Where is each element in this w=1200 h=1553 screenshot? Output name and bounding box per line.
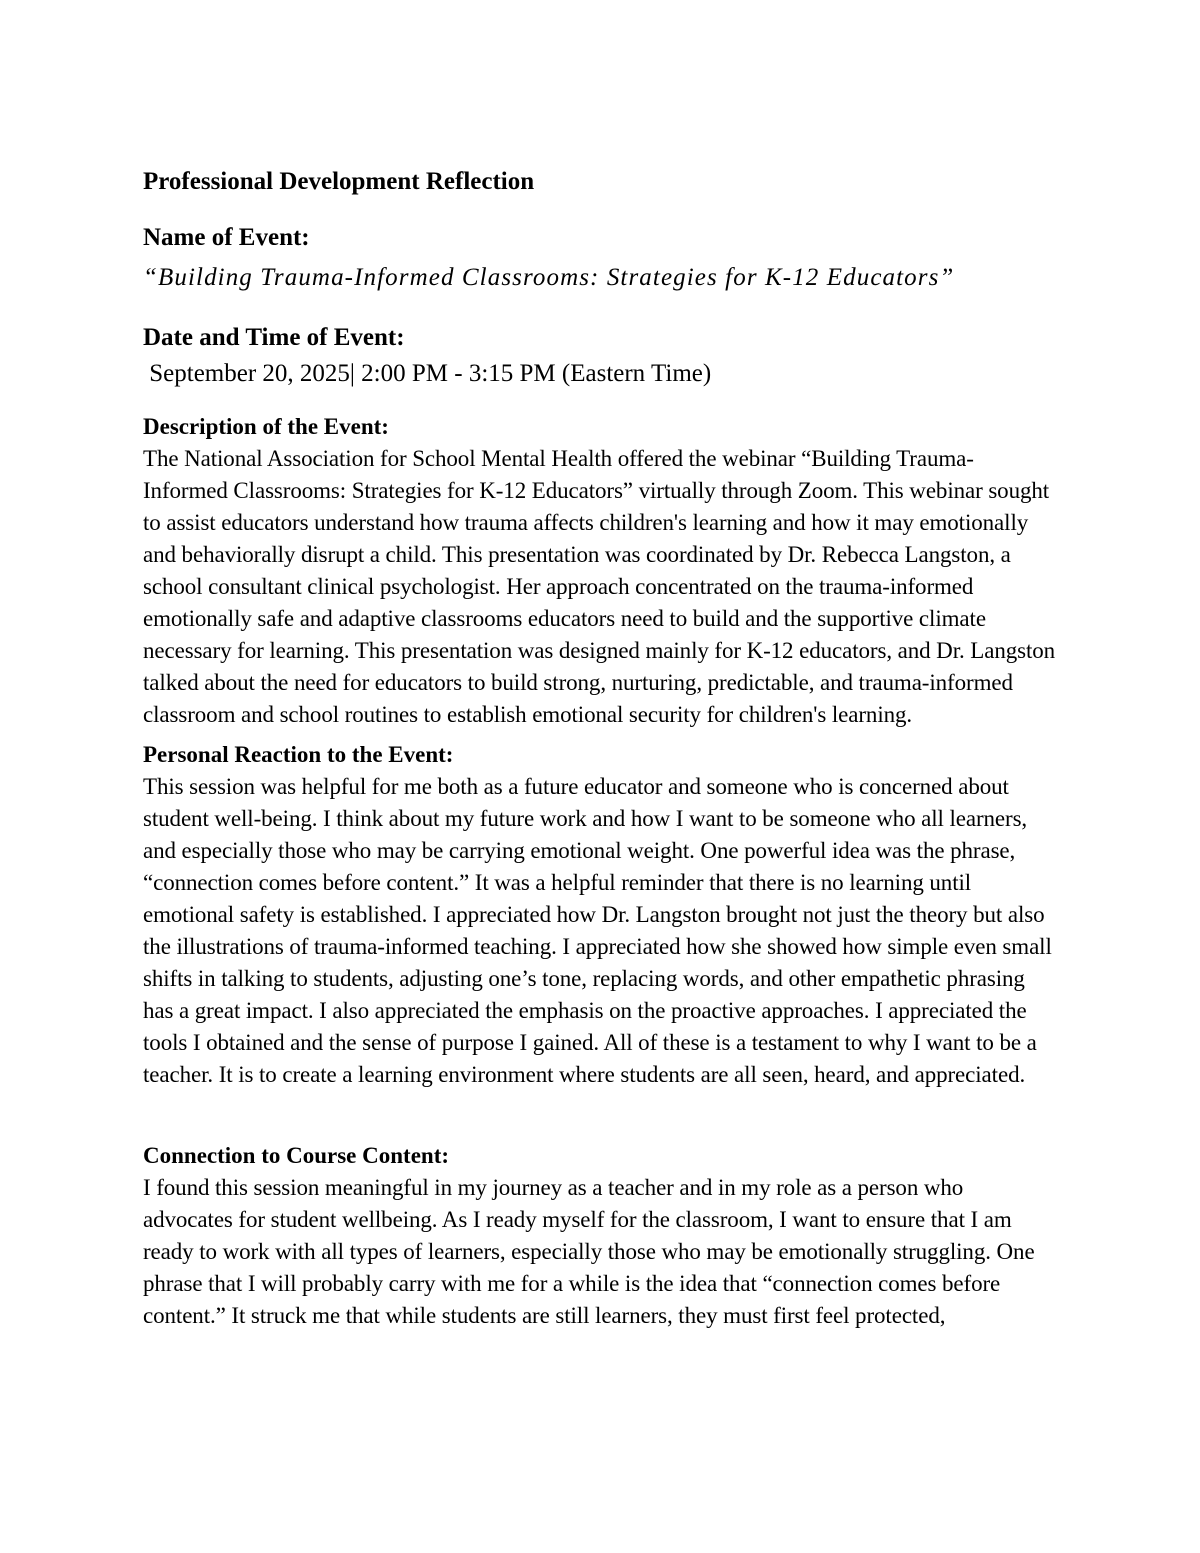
section-description bbox=[143, 411, 1057, 731]
description-heading: Description of the Event: bbox=[143, 414, 389, 439]
date-time-value: September 20, 2025| 2:00 PM - 3:15 PM (Eastern Time) bbox=[143, 360, 712, 387]
personal-reaction-heading: Personal Reaction to the Event: bbox=[143, 742, 454, 767]
event-name-quote: “Building Trauma-Informed Classrooms: Strategies for K-12 Educators” bbox=[143, 264, 955, 291]
section-course-connection bbox=[143, 1140, 1057, 1332]
date-time-heading: Date and Time of Event: bbox=[143, 324, 405, 351]
description-body: The National Association for School Mental Health offered the webinar “Building Trauma-Informed Classrooms: Strategies for K-12 Educators” virtually through Zoom. This webinar sought to assist educators understand how trauma affects children's learning and how it may emotionally and behaviorally disrupt a child. This presentation was coordinated by Dr. Rebecca Langston, a school consultant clinical psychologist. Her approach concentrated on the trauma-informed emotionally safe and adaptive classrooms educators need to build and the supportive climate necessary for learning. This presentation was designed mainly for K-12 educators, and Dr. Langston talked about the need for educators to build strong, nurturing, predictable, and trauma-informed classroom and school routines to establish emotional security for children's learning. bbox=[143, 446, 1056, 727]
course-connection-heading: Connection to Course Content: bbox=[143, 1143, 450, 1168]
section-date-time bbox=[143, 322, 1057, 390]
section-name-of-event bbox=[143, 222, 1057, 294]
personal-reaction-body: This session was helpful for me both as a future educator and someone who is concerned about student well-being. I think about my future work and how I want to be someone who all learners, and especially those who may be carrying emotional weight. One powerful idea was the phrase, “connection comes before content.” It was a helpful reminder that there is no learning until emotional safety is established. I appreciated how Dr. Langston brought not just the theory but also the illustrations of trauma-informed teaching. I appreciated how she showed how simple even small shifts in talking to students, adjusting one’s tone, replacing words, and other empathetic phrasing has a great impact. I also appreciated the emphasis on the proactive approaches. I appreciated the tools I obtained and the sense of purpose I gained. All of these is a testament to why I want to be a teacher. It is to create a learning environment where students are all seen, heard, and appreciated. bbox=[143, 774, 1052, 1087]
course-connection-body: I found this session meaningful in my journey as a teacher and in my role as a person who advocates for student wellbeing. As I ready myself for the classroom, I want to ensure that I am ready to work with all types of learners, especially those who may be emotionally struggling. One phrase that I will probably carry with me for a while is the idea that “connection comes before content.” It struck me that while students are still learners, they must first feel protected, bbox=[143, 1175, 1035, 1328]
document-title: Professional Development Reflection bbox=[143, 168, 535, 195]
name-of-event-heading: Name of Event: bbox=[143, 224, 310, 251]
section-personal-reaction bbox=[143, 739, 1057, 1091]
